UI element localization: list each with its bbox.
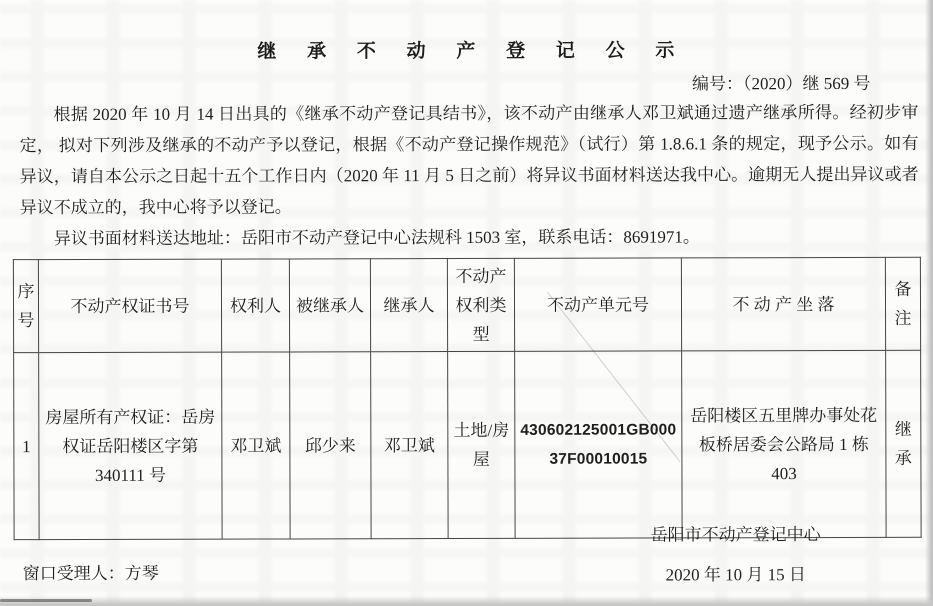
table-row — [14, 350, 921, 539]
col-header-cert-no: 不动产权证书号 — [38, 259, 221, 352]
cell-right-type: 土地/房屋 — [448, 351, 515, 538]
cell-cert-no: 房屋所有产权证：岳房权证岳阳楼区字第 340111 号 — [39, 352, 222, 539]
cell-heir: 邓卫斌 — [371, 352, 448, 539]
scan-edge-right — [925, 0, 933, 606]
cell-unit-no: 430602125001GB00037F00010015 — [515, 351, 682, 538]
table-header-row — [13, 257, 920, 352]
col-header-heir: 继承人 — [370, 259, 447, 352]
registration-table — [13, 257, 922, 540]
cell-remark: 继承 — [886, 350, 921, 537]
col-header-right-holder: 权利人 — [221, 259, 289, 352]
footer-issuer-block — [613, 520, 859, 586]
col-header-decedent: 被继承人 — [289, 259, 370, 352]
col-header-remark: 备注 — [885, 257, 920, 350]
cell-decedent: 邱少来 — [290, 352, 371, 539]
col-header-right-type: 不动产权利类型 — [447, 258, 514, 351]
issuer-name: 岳阳市不动产登记中心 — [650, 525, 821, 545]
col-header-seq: 序号 — [13, 260, 38, 353]
issue-date: 2020 年 10 月 15 日 — [665, 565, 806, 585]
col-header-location: 不 动 产 坐 落 — [681, 257, 885, 351]
notice-doc-number: 编号：（2020）继 569 号 — [691, 73, 871, 94]
cell-location: 岳阳楼区五里牌办事处花板桥居委会公路局 1 栋 403 — [682, 350, 886, 538]
cell-seq: 1 — [14, 353, 39, 540]
notice-body — [19, 97, 918, 254]
scan-corner-mark — [0, 599, 92, 602]
notice-title: 继 承 不 动 产 登 记 公 示 — [257, 40, 688, 63]
cell-right-holder: 邓卫斌 — [222, 352, 290, 539]
notice-paragraph-address: 异议书面材料送达地址：岳阳市不动产登记中心法规科 1503 室，联系电话：8691971。 — [53, 227, 700, 249]
scan-edge-bottom — [0, 596, 933, 606]
col-header-unit-no: 不动产单元号 — [514, 258, 681, 351]
window-receiver: 窗口受理人：方琴 — [22, 563, 159, 584]
notice-paragraph-main: 根据 2020 年 10 月 14 日出具的《继承不动产登记具结书》，该不动产由继承人邓卫斌通过遗产继承所得。经初步审定， 拟对下列涉及继承的不动产予以登记，根据《不动产登记操作规范》（试行）第 1.8.6.1 条的规定，现予公示。如有异议，请自本公示之日起十五个工作日内（2020 年 11 月 5 日之前）将异议书面材料送达我中心。逾期无人提出异议或者异议不成立的，我中心将予以登记。 — [19, 102, 919, 218]
